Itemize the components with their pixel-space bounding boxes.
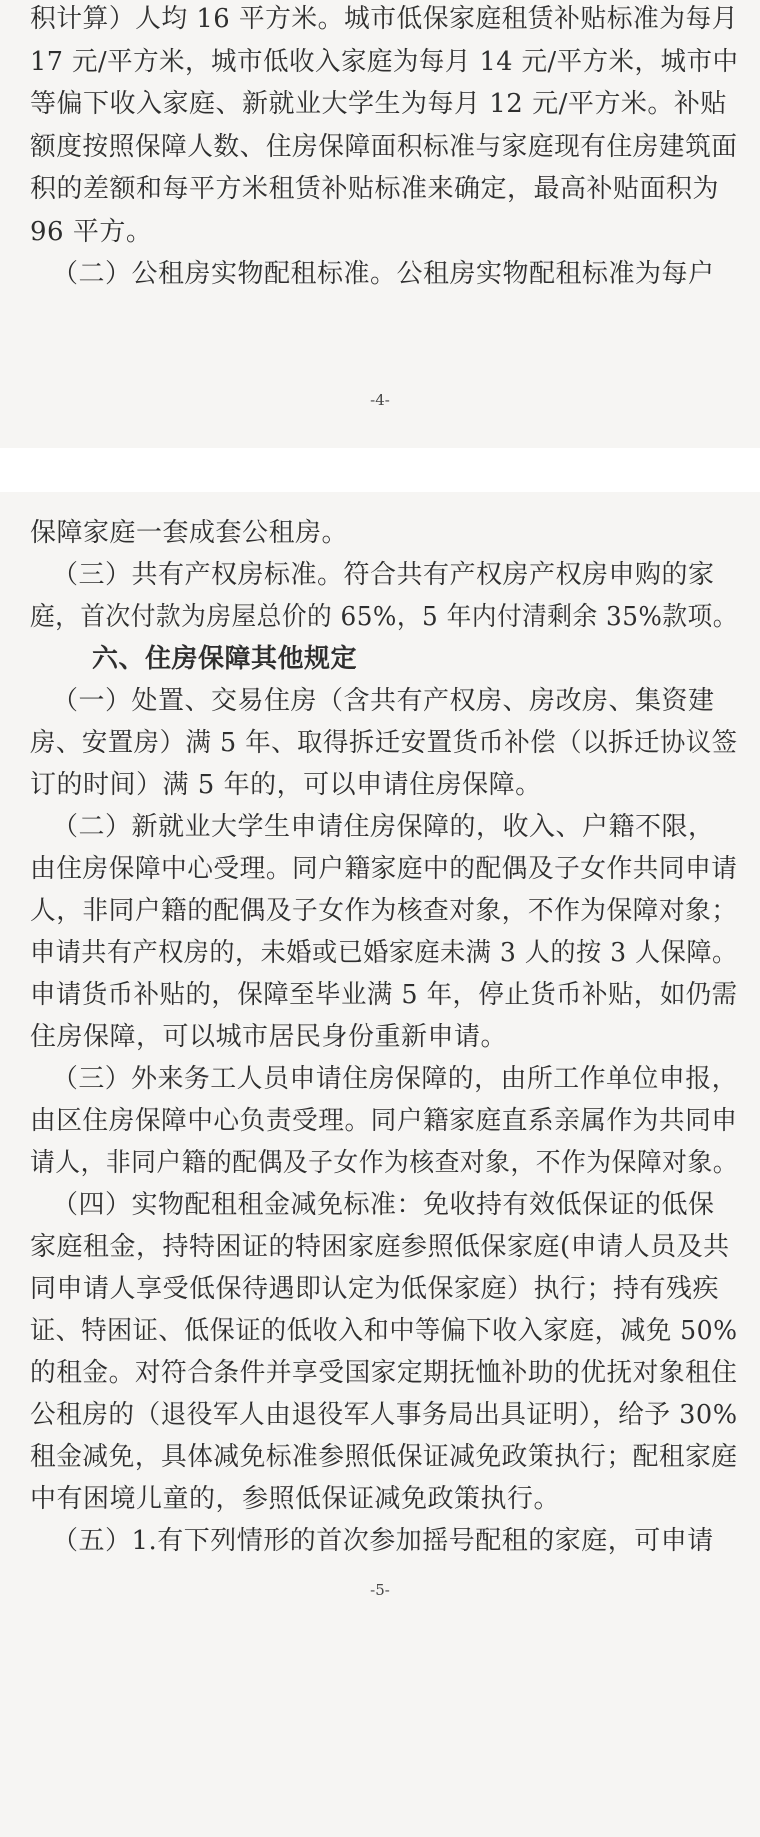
text-line: 由区住房保障中心负责受理。同户籍家庭直系亲属作为共同申 [30, 1106, 738, 1136]
document-page-5 [0, 492, 760, 1837]
text-line: 公租房的（退役军人由退役军人事务局出具证明），给予 30% [30, 1400, 738, 1430]
text-line: 申请货币补贴的，保障至毕业满 5 年，停止货币补贴，如仍需 [30, 980, 738, 1010]
text-line: （五）1.有下列情形的首次参加摇号配租的家庭，可申请 [52, 1526, 714, 1556]
text-line: （一）处置、交易住房（含共有产权房、房改房、集资建 [52, 686, 715, 716]
document-page-4 [0, 0, 760, 448]
text-line: 住房保障，可以城市居民身份重新申请。 [30, 1022, 508, 1052]
text-line: （二）新就业大学生申请住房保障的，收入、户籍不限， [52, 812, 715, 842]
text-line: 等偏下收入家庭、新就业大学生为每月 12 元/平方米。补贴 [30, 89, 727, 119]
page-gap [0, 448, 760, 492]
text-line: 96 平方。 [30, 217, 153, 247]
text-line: 的租金。对符合条件并享受国家定期抚恤补助的优抚对象租住 [30, 1358, 738, 1388]
text-line: 积的差额和每平方米租赁补贴标准来确定，最高补贴面积为 [30, 174, 720, 204]
text-line: 中有困境儿童的，参照低保证减免政策执行。 [30, 1484, 561, 1514]
text-line: 保障家庭一套成套公租房。 [30, 518, 349, 548]
text-line: （二）公租房实物配租标准。公租房实物配租标准为每户 [52, 259, 715, 289]
text-line: 订的时间）满 5 年的，可以申请住房保障。 [30, 770, 542, 800]
text-line: 庭，首次付款为房屋总价的 65%，5 年内付清剩余 35%款项。 [30, 602, 738, 632]
text-line: 房、安置房）满 5 年、取得拆迁安置货币补偿（以拆迁协议签 [30, 728, 738, 758]
text-line: 家庭租金，持特困证的特困家庭参照低保家庭(申请人员及共 [30, 1232, 730, 1262]
text-line: 17 元/平方米，城市低收入家庭为每月 14 元/平方米，城市中 [30, 47, 739, 77]
text-line: （三）外来务工人员申请住房保障的，由所工作单位申报， [52, 1064, 738, 1094]
text-line: 额度按照保障人数、住房保障面积标准与家庭现有住房建筑面 [30, 132, 738, 162]
section-heading: 六、住房保障其他规定 [92, 644, 358, 674]
text-line: （四）实物配租租金减免标准：免收持有效低保证的低保 [52, 1190, 715, 1220]
page-number: -5- [370, 1581, 390, 1599]
text-line: 由住房保障中心受理。同户籍家庭中的配偶及子女作共同申请 [30, 854, 738, 884]
text-line: 人，非同户籍的配偶及子女作为核查对象，不作为保障对象； [30, 896, 738, 926]
text-line: 同申请人享受低保待遇即认定为低保家庭）执行；持有残疾 [30, 1274, 720, 1304]
text-line: 积计算）人均 16 平方米。城市低保家庭租赁补贴标准为每月 [30, 4, 739, 34]
text-line: 证、特困证、低保证的低收入和中等偏下收入家庭，减免 50% [30, 1316, 738, 1346]
text-line: 请人，非同户籍的配偶及子女作为核查对象，不作为保障对象。 [30, 1148, 739, 1178]
page-number: -4- [370, 391, 390, 409]
text-line: （三）共有产权房标准。符合共有产权房产权房申购的家 [52, 560, 715, 590]
text-line: 申请共有产权房的，未婚或已婚家庭未满 3 人的按 3 人保障。 [30, 938, 738, 968]
text-line: 租金减免，具体减免标准参照低保证减免政策执行；配租家庭 [30, 1442, 738, 1472]
